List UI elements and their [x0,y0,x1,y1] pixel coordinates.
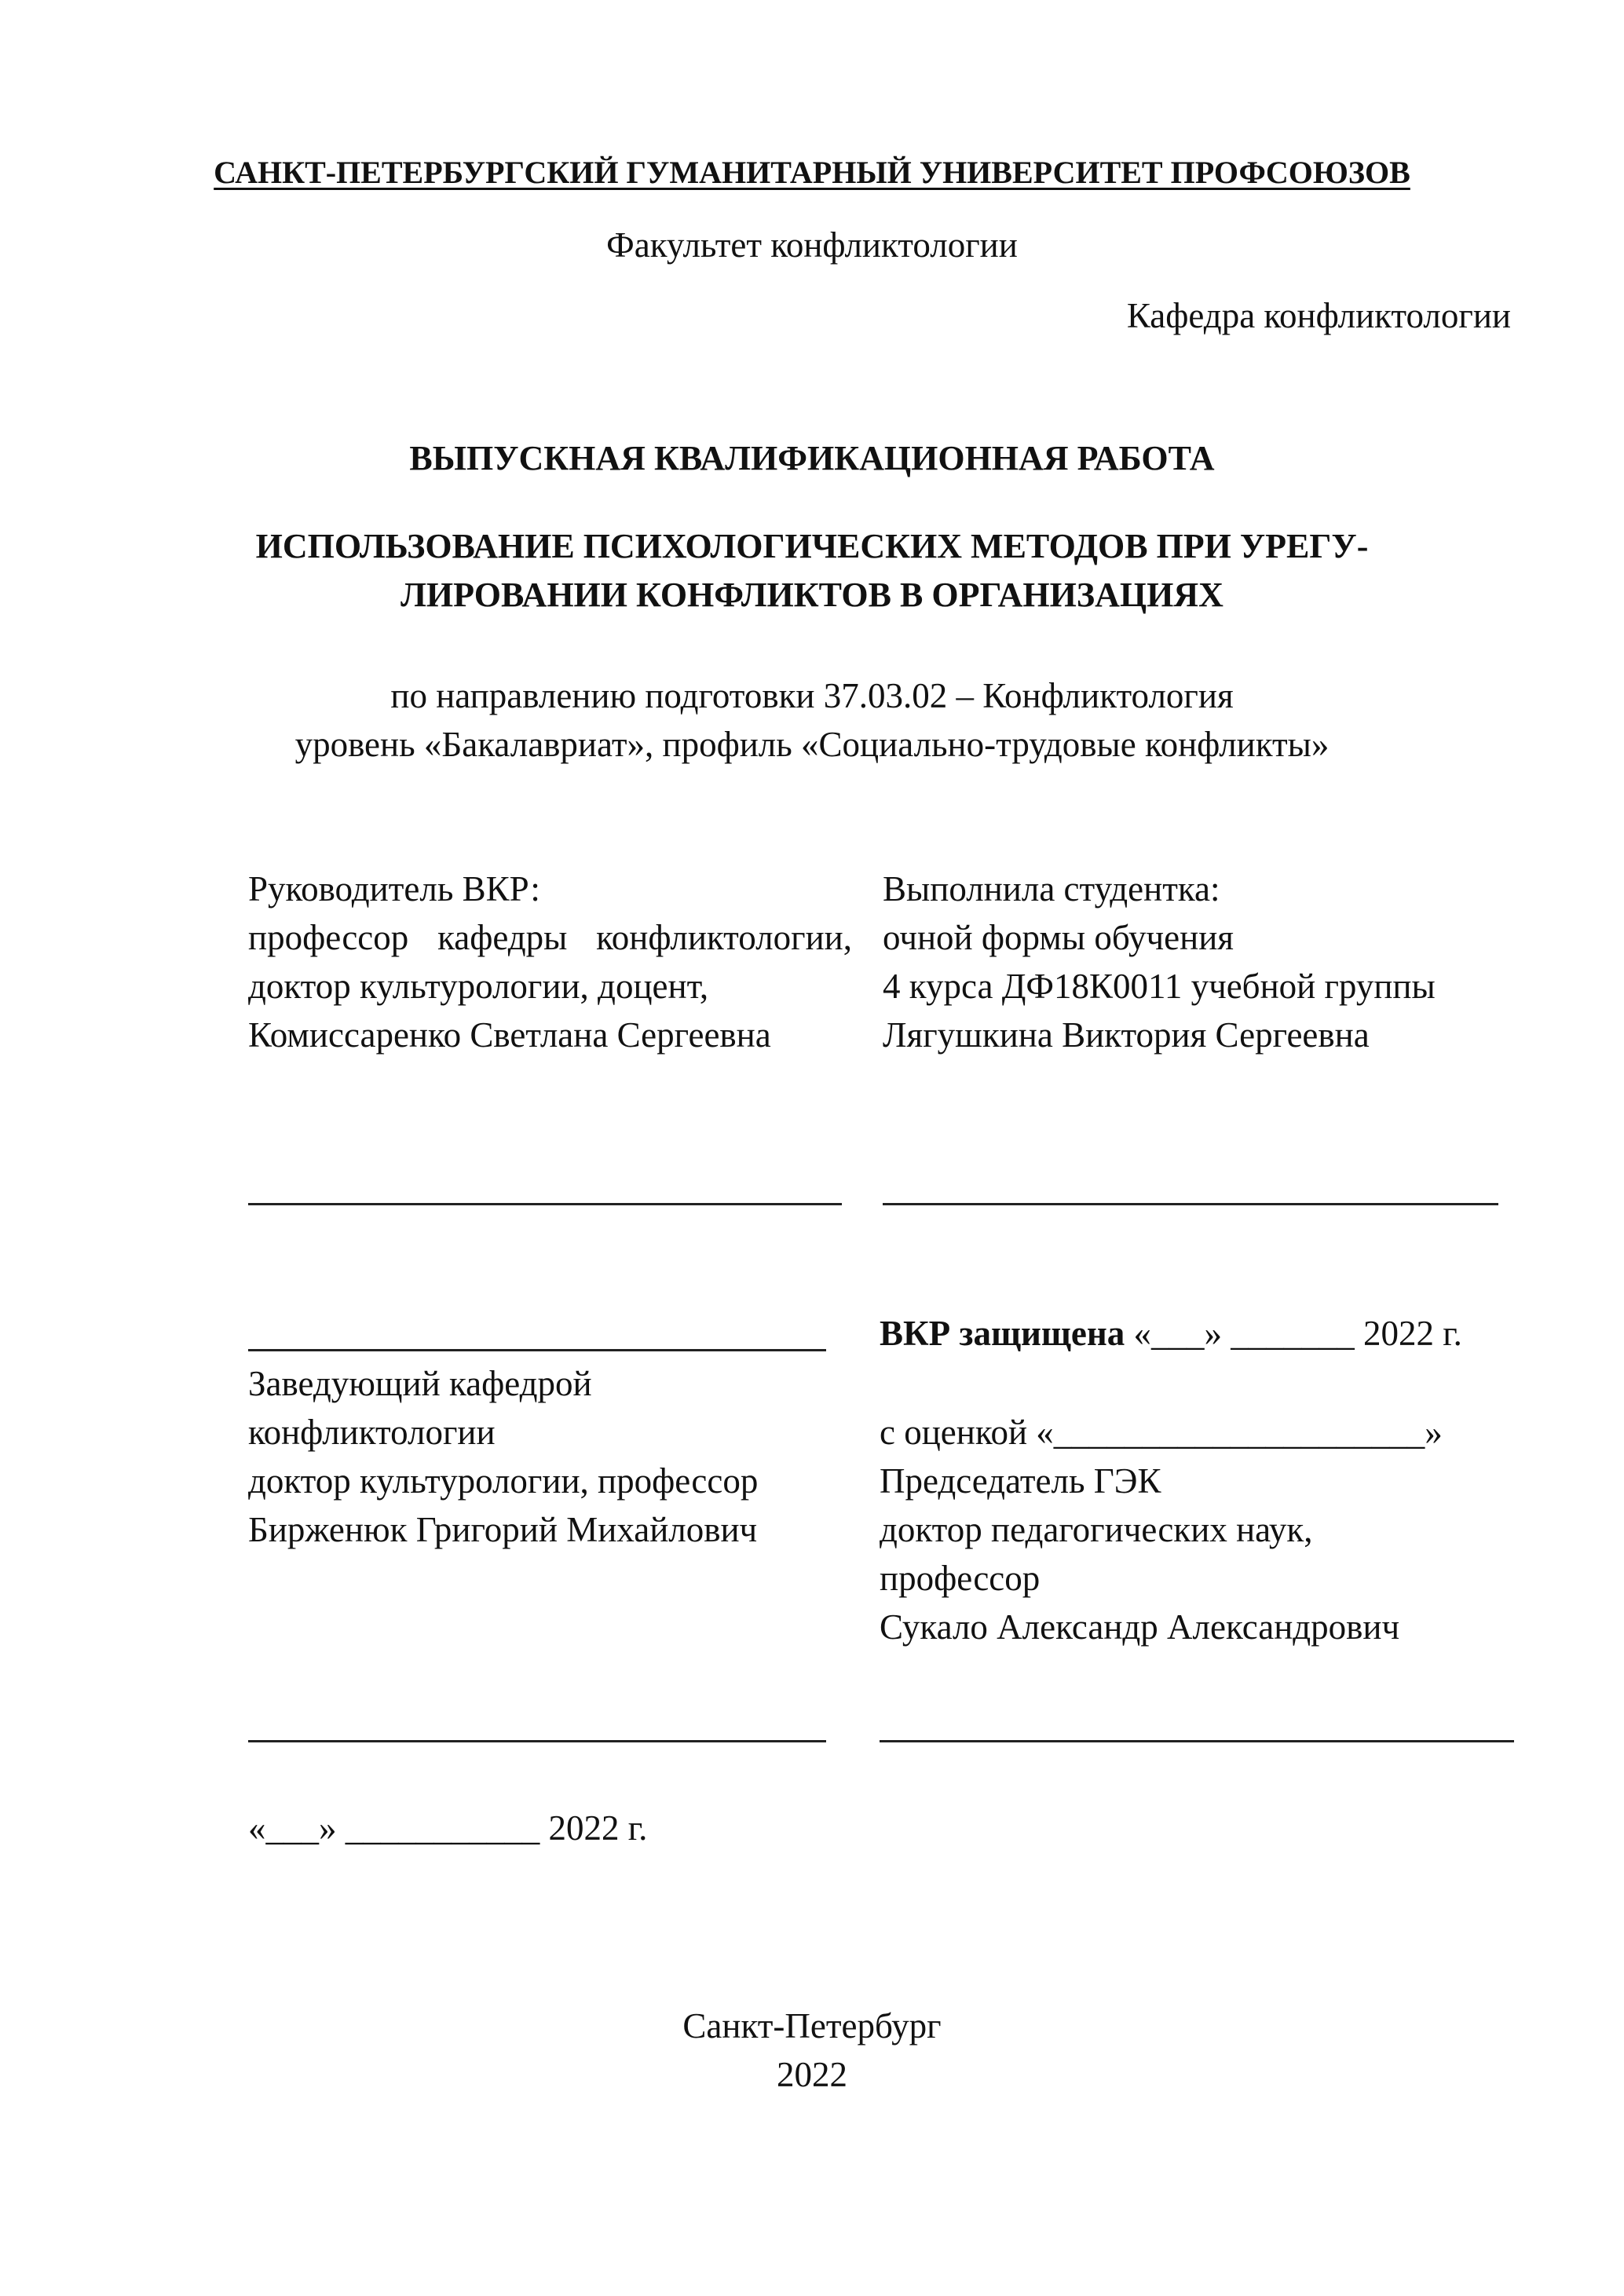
supervisor-position-word-1: профессор [248,918,409,957]
work-type-heading: ВЫПУСКНАЯ КВАЛИФИКАЦИОННАЯ РАБОТА [409,439,1215,477]
topic-line-2: ЛИРОВАНИИ КОНФЛИКТОВ В ОРГАНИЗАЦИЯХ [401,576,1223,614]
supervisor-signature-line [248,1203,842,1205]
student-label: Выполнила студентка: [883,869,1220,909]
head-title-line-1: Заведующий кафедрой [248,1364,592,1403]
date-line: «___» ___________ 2022 г. [248,1808,648,1848]
chair-signature-line [880,1740,1514,1742]
footer-city: Санкт-Петербург [682,2006,942,2046]
head-name: Бирженюк Григорий Михайлович [248,1510,758,1549]
direction-line-1: по направлению подготовки 37.03.02 – Конфликтология [390,676,1234,715]
student-study-form: очной формы обучения [883,918,1234,957]
defense-label: ВКР защищена [880,1314,1125,1353]
supervisor-position [248,920,852,956]
footer-year: 2022 [777,2055,847,2094]
supervisor-label: Руководитель ВКР: [248,869,540,909]
student-name: Лягушкина Виктория Сергеевна [883,1015,1370,1055]
supervisor-name: Комиссаренко Светлана Сергеевна [248,1015,771,1055]
university-name: САНКТ-ПЕТЕРБУРГСКИЙ ГУМАНИТАРНЫЙ УНИВЕРСИТЕТ ПРОФСОЮЗОВ [214,155,1410,190]
head-degree: доктор культурологии, профессор [248,1461,759,1501]
grade-line: с оценкой «_____________________» [880,1413,1443,1452]
head-signature-line [248,1740,826,1742]
department-name: Кафедра конфликтологии [1126,296,1511,335]
direction-line-2: уровень «Бакалавриат», профиль «Социально-трудовые конфликты» [294,725,1330,764]
chair-rank: профессор [880,1559,1041,1598]
supervisor-position-word-2: кафедры [437,918,568,957]
student-group: 4 курса ДФ18К0011 учебной группы [883,967,1436,1006]
supervisor-degree: доктор культурологии, доцент, [248,967,709,1006]
student-signature-line [883,1203,1498,1205]
chair-title: Председатель ГЭК [880,1461,1161,1501]
head-signature-line-top [248,1349,826,1351]
defense-line [880,1316,1462,1351]
defense-date-blank: «___» _______ 2022 г. [1133,1314,1462,1353]
head-title-line-2: конфликтологии [248,1413,496,1452]
supervisor-position-word-3: конфликтологии, [596,918,852,957]
chair-name: Сукало Александр Александрович [880,1607,1400,1647]
chair-degree: доктор педагогических наук, [880,1510,1313,1549]
topic-line-1: ИСПОЛЬЗОВАНИЕ ПСИХОЛОГИЧЕСКИХ МЕТОДОВ ПРИ УРЕГУ- [255,527,1369,565]
faculty-name: Факультет конфликтологии [606,225,1018,265]
